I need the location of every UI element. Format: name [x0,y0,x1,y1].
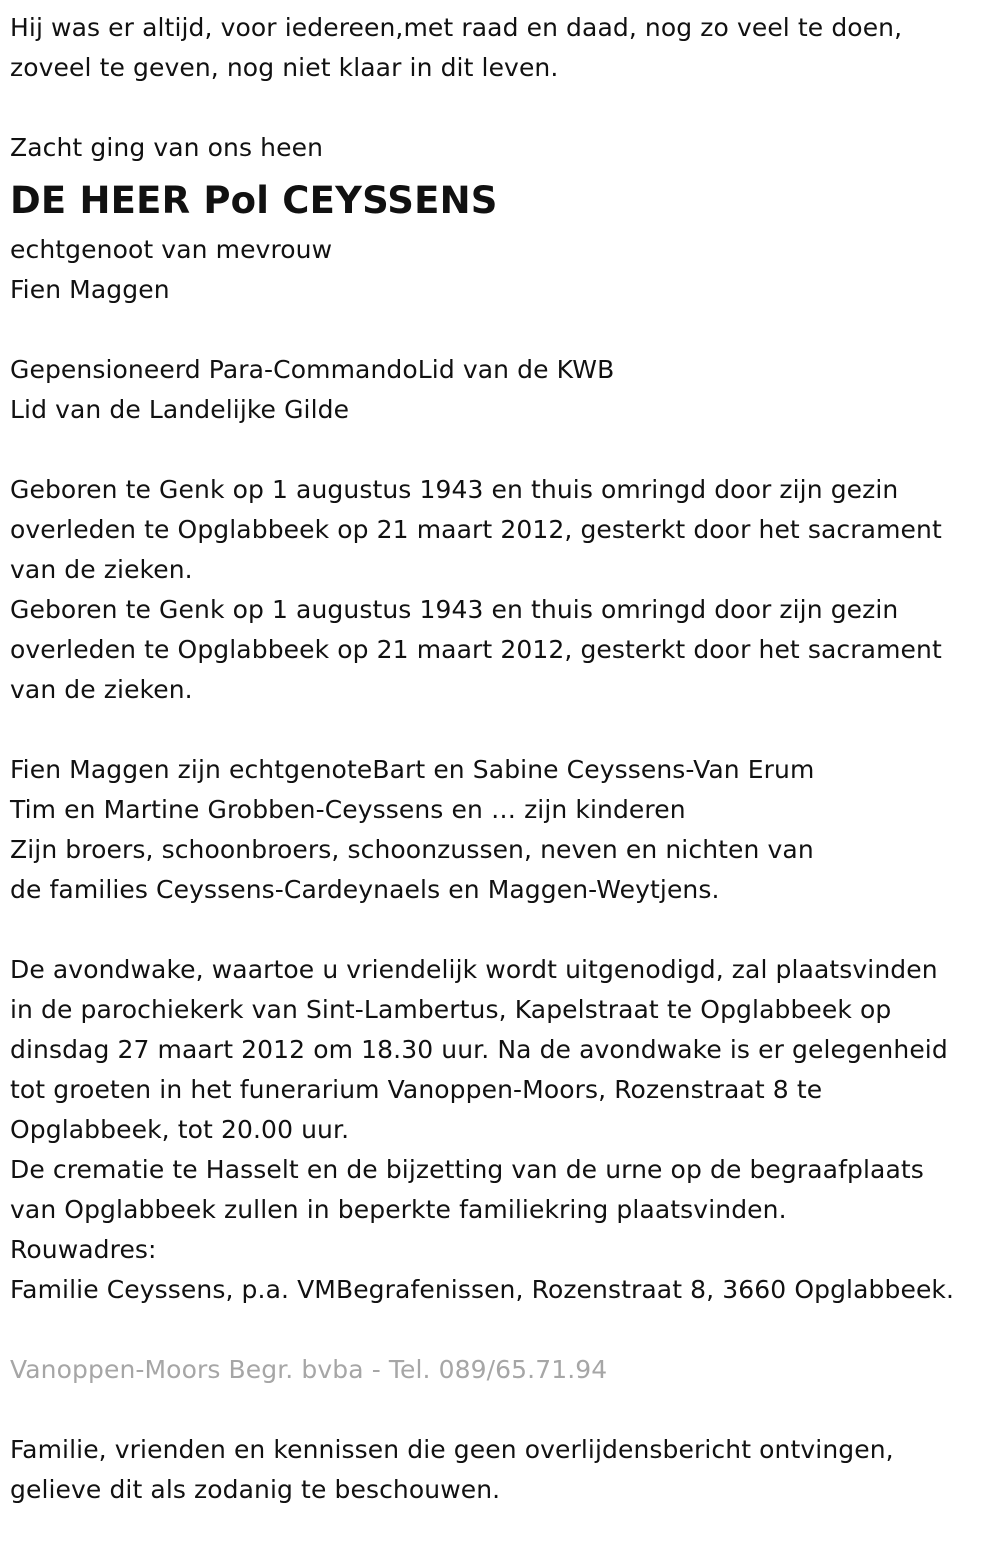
birth-death-line: overleden te Opglabbeek op 21 maart 2012, gesterkt door het sacrament [10,515,942,544]
passing-text: Zacht ging van ons heen [10,133,324,162]
spacer [10,910,990,950]
intro-poem [10,8,990,88]
closing-line: Familie, vrienden en kennissen die geen overlijdensbericht ontvingen, [10,1435,894,1464]
ceremony-line: De crematie te Hasselt en de bijzetting van de urne op de begraafplaats [10,1155,924,1184]
funeral-home-credit: Vanoppen-Moors Begr. bvba - Tel. 089/65.71.94 [10,1355,608,1384]
closing-note [10,1430,990,1510]
family-line: Zijn broers, schoonbroers, schoonzussen, neven en nichten van [10,835,814,864]
spacer [10,1390,990,1430]
birth-death-info [10,470,990,710]
spacer [10,310,990,350]
intro-line: zoveel te geven, nog niet klaar in dit leven. [10,53,559,82]
ceremony-line: tot groeten in het funerarium Vanoppen-Moors, Rozenstraat 8 te [10,1075,823,1104]
intro-line: Hij was er altijd, voor iedereen,met raad en daad, nog zo veel te doen, [10,13,903,42]
birth-death-line: van de zieken. [10,675,193,704]
affiliation-line: Lid van de Landelijke Gilde [10,395,350,424]
ceremony-line: De avondwake, waartoe u vriendelijk wordt uitgenodigd, zal plaatsvinden [10,955,938,984]
family-list [10,750,990,910]
deceased-name: DE HEER Pol CEYSSENS [10,179,498,222]
spacer [10,710,990,750]
mourning-address: Familie Ceyssens, p.a. VMBegrafenissen, Rozenstraat 8, 3660 Opglabbeek. [10,1275,955,1304]
ceremony-line: dinsdag 27 maart 2012 om 18.30 uur. Na de avondwake is er gelegenheid [10,1035,948,1064]
affiliations [10,350,990,430]
affiliation-line: Gepensioneerd Para-CommandoLid van de KWB [10,355,615,384]
spacer [10,88,990,128]
birth-death-line: overleden te Opglabbeek op 21 maart 2012, gesterkt door het sacrament [10,635,942,664]
family-line: Tim en Martine Grobben-Ceyssens en … zijn kinderen [10,795,686,824]
spacer [10,430,990,470]
birth-death-line: Geboren te Genk op 1 augustus 1943 en thuis omringd door zijn gezin [10,475,899,504]
spouse-line: echtgenoot van mevrouw [10,235,333,264]
closing-line: gelieve dit als zodanig te beschouwen. [10,1475,501,1504]
ceremony-line: in de parochiekerk van Sint-Lambertus, Kapelstraat te Opglabbeek op [10,995,892,1024]
deceased-section [10,176,990,310]
ceremony-info [10,950,990,1310]
birth-death-line: Geboren te Genk op 1 augustus 1943 en thuis omringd door zijn gezin [10,595,899,624]
birth-death-line: van de zieken. [10,555,193,584]
spacer [10,1310,990,1350]
ceremony-line: van Opglabbeek zullen in beperkte familiekring plaatsvinden. [10,1195,787,1224]
family-line: Fien Maggen zijn echtgenoteBart en Sabine Ceyssens-Van Erum [10,755,815,784]
spouse-line: Fien Maggen [10,275,170,304]
family-line: de families Ceyssens-Cardeynaels en Maggen-Weytjens. [10,875,720,904]
ceremony-line: Opglabbeek, tot 20.00 uur. [10,1115,350,1144]
ceremony-line: Rouwadres: [10,1235,157,1264]
